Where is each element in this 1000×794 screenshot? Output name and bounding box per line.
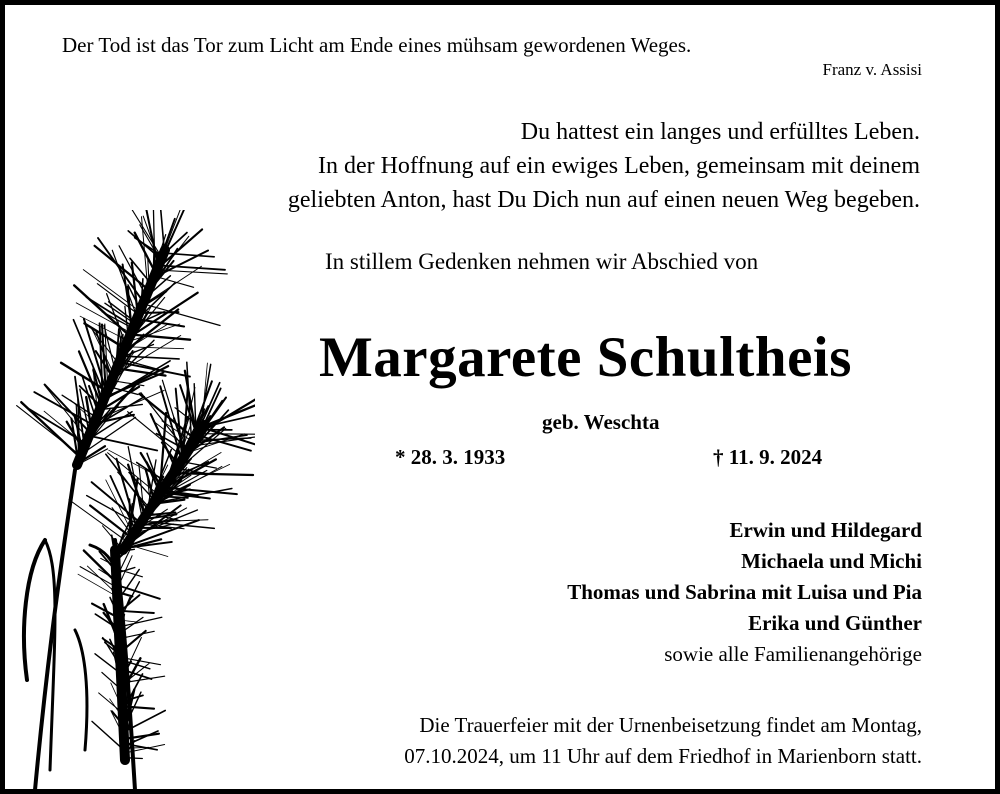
wheat-stroke [199,434,255,435]
family-member: Erika und Günther [748,611,922,635]
poem [288,115,920,217]
family-member: Michaela und Michi [741,549,922,573]
wheat-illustration-icon [5,210,255,794]
death-date: † 11. 9. 2024 [713,445,823,469]
wheat-stroke [115,550,125,760]
wheat-stroke [89,436,157,451]
poem-line: geliebten Anton, hast Du Dich nun auf einen neuen Weg begeben. [287,187,920,213]
obituary-page [5,5,995,789]
intro-text: In stillem Gedenken nehmen wir Abschied von [325,249,759,274]
wheat-stroke [157,270,228,274]
quote-text: Der Tod ist das Tor zum Licht am Ende eines mühsam gewordenen Weges. [62,33,692,57]
family-member: Thomas und Sabrina mit Luisa und Pia [567,580,922,604]
deceased-name: Margarete Schultheis [319,326,852,389]
wheat-stroke [95,246,149,290]
family-member: Erwin und Hildegard [729,518,922,542]
quote-author: Franz v. Assisi [822,60,922,79]
poem-line: Du hattest ein langes und erfülltes Leben. [520,119,920,145]
family-list [567,515,922,670]
wheat-stroke [75,630,87,750]
family-closing: sowie alle Familienangehörige [664,642,922,666]
funeral-notice [404,710,922,772]
wheat-stroke [97,284,138,315]
funeral-line: Die Trauerfeier mit der Urnenbeisetzung findet am Montag, [419,713,922,737]
birth-date: * 28. 3. 1933 [395,445,506,469]
wheat-stroke [125,347,183,349]
maiden-name: geb. Weschta [542,410,660,434]
wheat-stroke [24,540,45,680]
wheat-stroke [174,473,254,475]
wheat-stroke [98,238,144,302]
poem-line: In der Hoffnung auf ein ewiges Leben, gemeinsam mit deinem [317,153,920,179]
wheat-stroke [61,363,107,392]
funeral-line: 07.10.2024, um 11 Uhr auf dem Friedhof in Marienborn statt. [404,744,922,768]
